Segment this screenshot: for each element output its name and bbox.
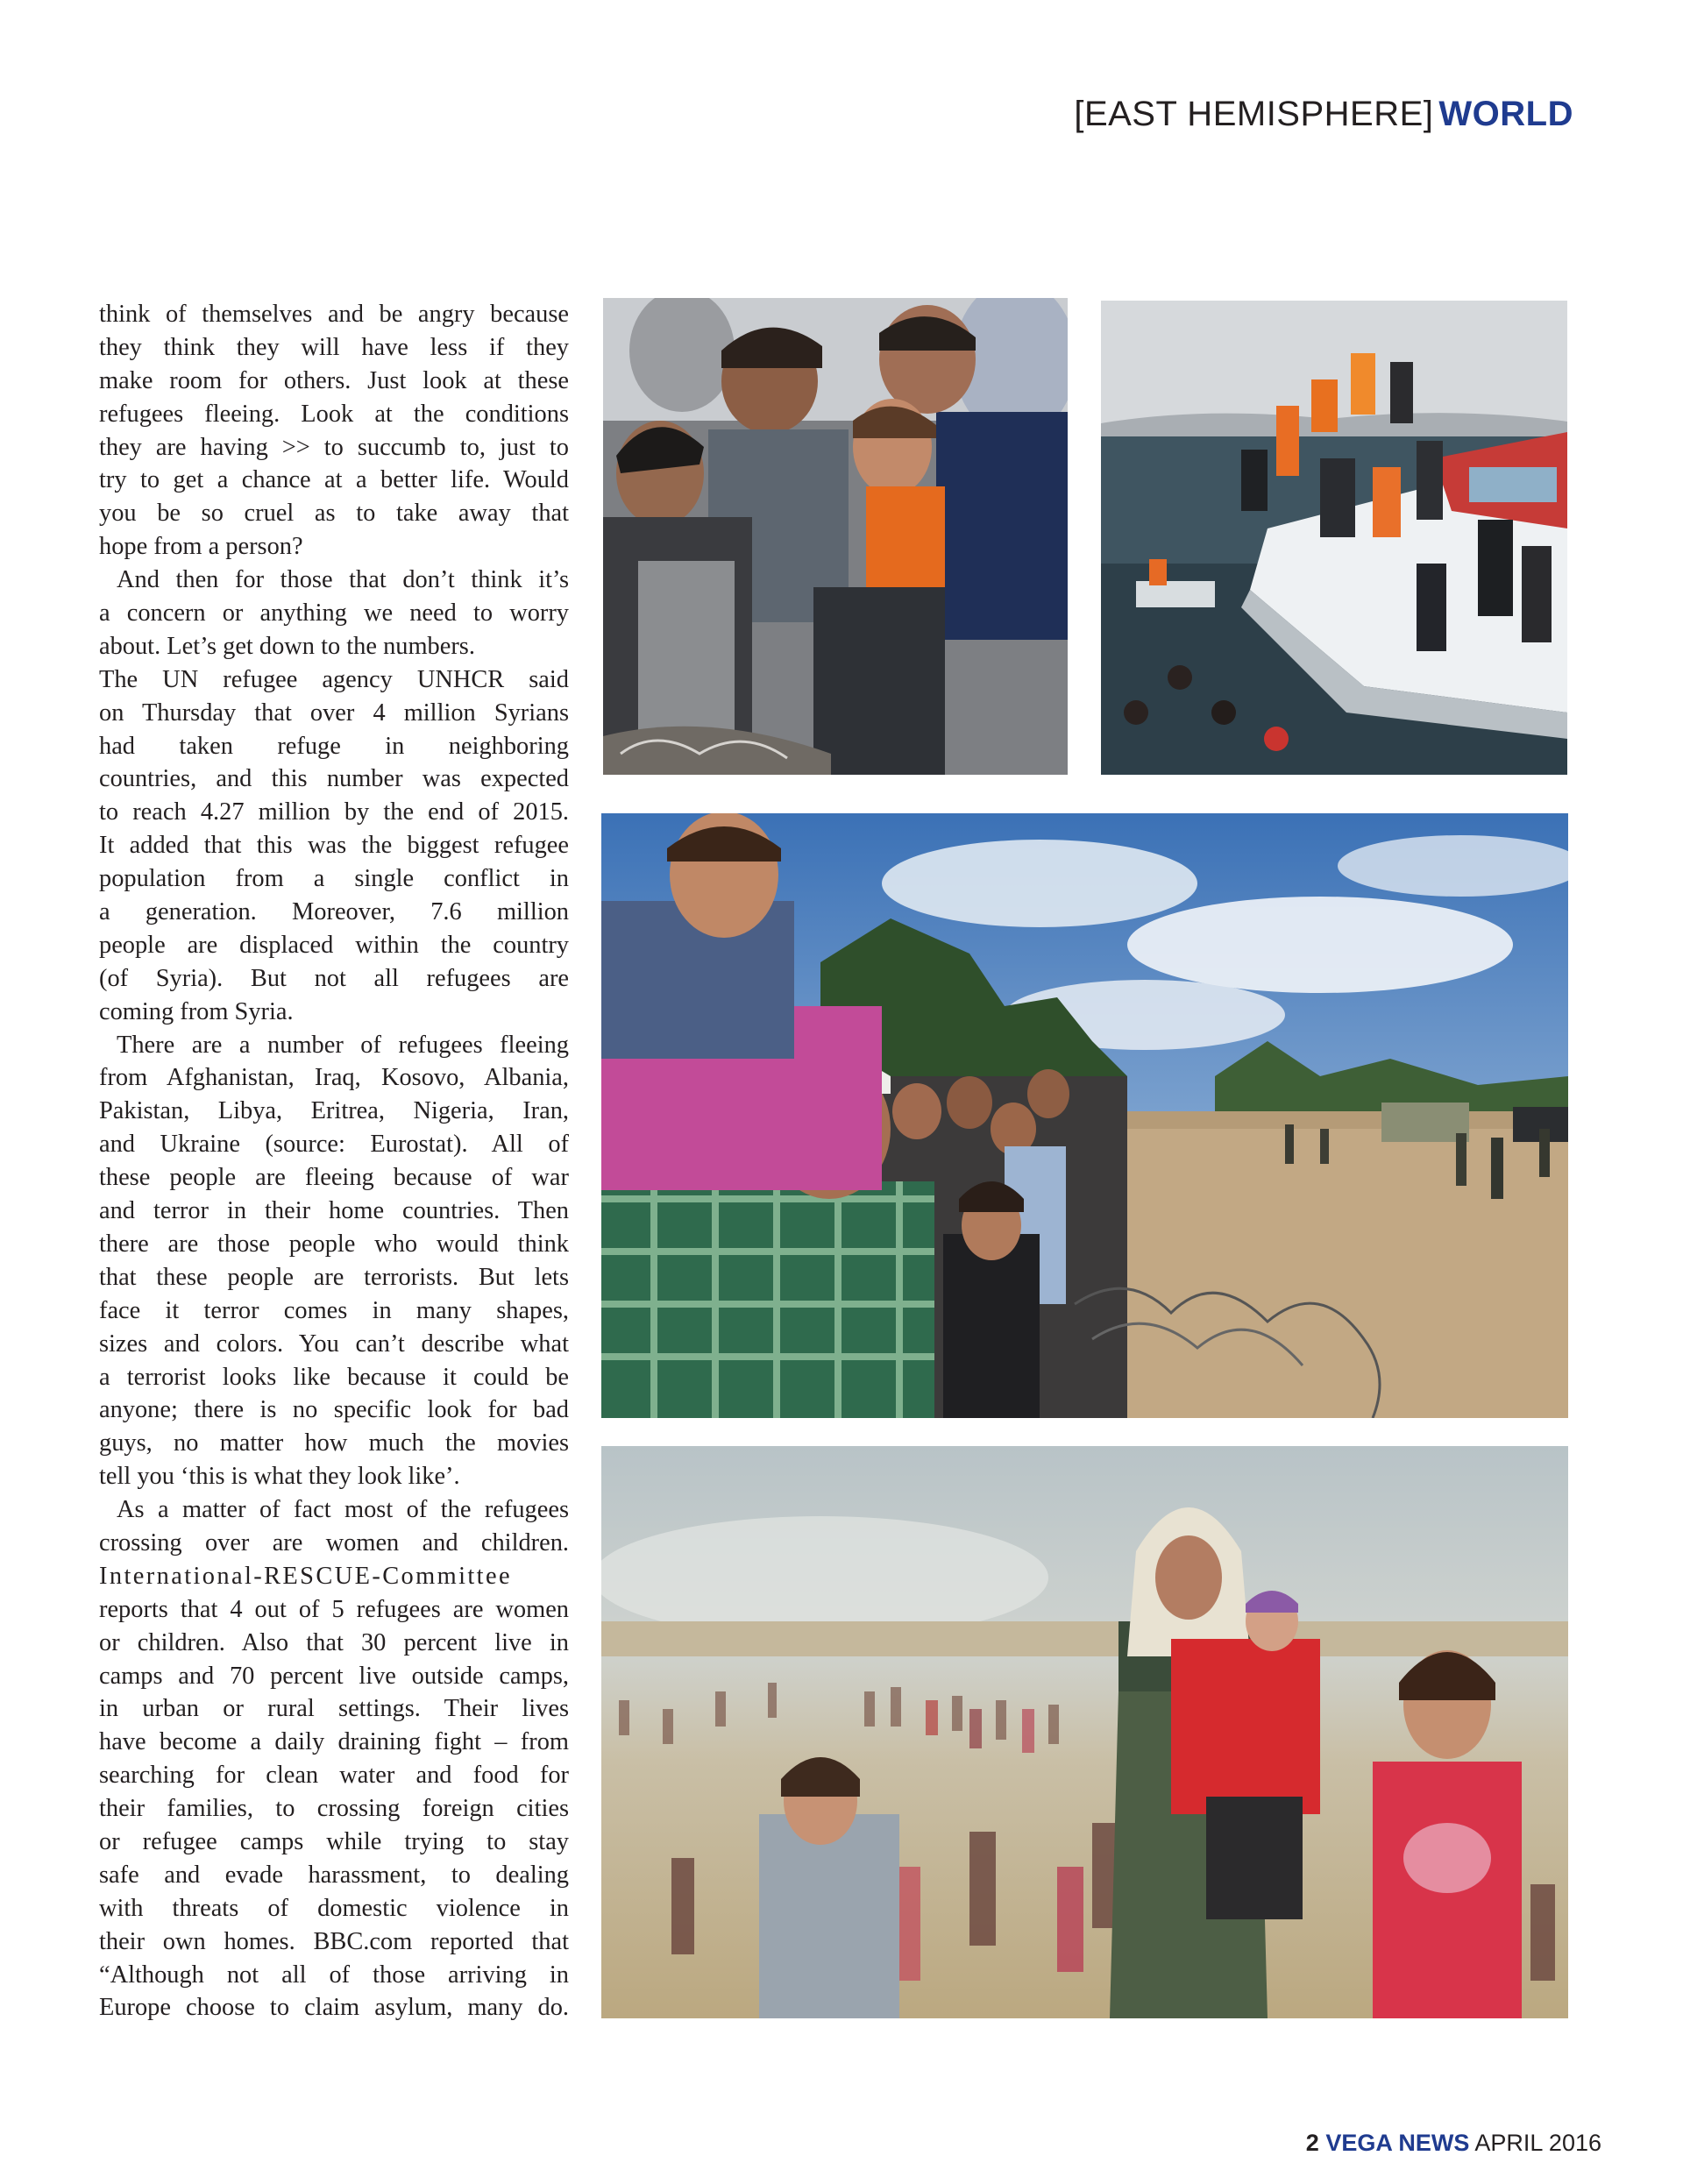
- article-line: these people are fleeing because of war: [99, 1164, 569, 1192]
- article-line: hope from a person?: [99, 533, 303, 561]
- article-line: Europe choose to claim asylum, many do.: [99, 1994, 569, 2022]
- article-line: try to get a chance at a better life. Would: [99, 466, 569, 494]
- article-line: people are displaced within the country: [99, 931, 569, 959]
- article-line: think of themselves and be angry because: [99, 301, 569, 328]
- article-line: you be so cruel as to take away that: [99, 500, 569, 528]
- article-line: refugees fleeing. Look at the conditions: [99, 400, 569, 428]
- article-line: sizes and colors. You can’t describe what: [99, 1330, 569, 1358]
- article-line: tell you ‘this is what they look like’.: [99, 1463, 460, 1491]
- article-line: face it terror comes in many shapes,: [99, 1296, 569, 1324]
- category-label: WORLD: [1438, 95, 1573, 133]
- article-line: (of Syria). But not all refugees are: [99, 964, 569, 992]
- article-line: their own homes. BBC.com reported that: [99, 1927, 569, 1955]
- section-label: [EAST HEMISPHERE]: [1074, 95, 1434, 133]
- article-line: It added that this was the biggest refugee: [99, 832, 569, 860]
- article-line: their families, to crossing foreign cities: [99, 1795, 569, 1823]
- article-line: population from a single conflict in: [99, 865, 569, 893]
- article-line: or refugee camps while trying to stay: [99, 1827, 569, 1855]
- article-line: and terror in their home countries. Then: [99, 1197, 569, 1225]
- article-line: to reach 4.27 million by the end of 2015.: [99, 798, 569, 826]
- article-line: had taken refuge in neighboring: [99, 732, 569, 760]
- article-line: Pakistan, Libya, Eritrea, Nigeria, Iran,: [99, 1097, 569, 1125]
- photo-refugees-walking: [601, 1446, 1568, 2018]
- article-line: a terrorist looks like because it could be: [99, 1363, 569, 1391]
- article-line: from Afghanistan, Iraq, Kosovo, Albania,: [99, 1064, 569, 1092]
- article-line: crossing over are women and children.: [99, 1528, 569, 1556]
- article-line: with threats of domestic violence in: [99, 1894, 569, 1922]
- publication-name: VEGA NEWS: [1325, 2130, 1470, 2156]
- article-line: they are having >> to succumb to, just to: [99, 433, 569, 461]
- article-line: a generation. Moreover, 7.6 million: [99, 898, 569, 926]
- article-line: or children. Also that 30 percent live in: [99, 1628, 569, 1656]
- photo-refugees-crowd: [603, 298, 1068, 775]
- article-line: there are those people who would think: [99, 1230, 569, 1258]
- article-line: in urban or rural settings. Their lives: [99, 1695, 569, 1723]
- article-line: reports that 4 out of 5 refugees are women: [99, 1595, 569, 1623]
- photo-refugees-border: [601, 813, 1568, 1418]
- article-line: There are a number of refugees fleeing: [117, 1031, 569, 1059]
- issue-date: APRIL 2016: [1474, 2130, 1601, 2156]
- article-line: “Although not all of those arriving in: [99, 1961, 569, 1989]
- article-line: on Thursday that over 4 million Syrians: [99, 698, 569, 727]
- article-line: safe and evade harassment, to dealing: [99, 1861, 569, 1889]
- article-line: about. Let’s get down to the numbers.: [99, 632, 475, 660]
- article-line: guys, no matter how much the movies: [99, 1429, 569, 1457]
- page-footer: [1306, 2130, 1601, 2157]
- article-line: camps and 70 percent live outside camps,: [99, 1662, 569, 1690]
- article-line: have become a daily draining fight – from: [99, 1728, 569, 1756]
- article-line: coming from Syria.: [99, 997, 294, 1025]
- photo-refugees-boat: [1101, 301, 1567, 775]
- section-header: [1074, 95, 1573, 134]
- article-line: As a matter of fact most of the refugees: [117, 1496, 569, 1524]
- article-line: The UN refugee agency UNHCR said: [99, 665, 569, 693]
- article-line: that these people are terrorists. But lets: [99, 1263, 569, 1291]
- article-line: International-RESCUE-Committee: [99, 1562, 512, 1590]
- article-body: [99, 298, 569, 2024]
- article-line: and Ukraine (source: Eurostat). All of: [99, 1131, 569, 1159]
- article-line: searching for clean water and food for: [99, 1762, 569, 1790]
- page-number: 2: [1305, 2130, 1319, 2156]
- article-line: they think they will have less if they: [99, 333, 569, 361]
- article-line: And then for those that don’t think it’s: [117, 566, 569, 594]
- article-line: anyone; there is no specific look for bad: [99, 1396, 569, 1424]
- article-line: countries, and this number was expected: [99, 765, 569, 793]
- article-line: make room for others. Just look at these: [99, 366, 569, 394]
- article-line: a concern or anything we need to worry: [99, 599, 569, 628]
